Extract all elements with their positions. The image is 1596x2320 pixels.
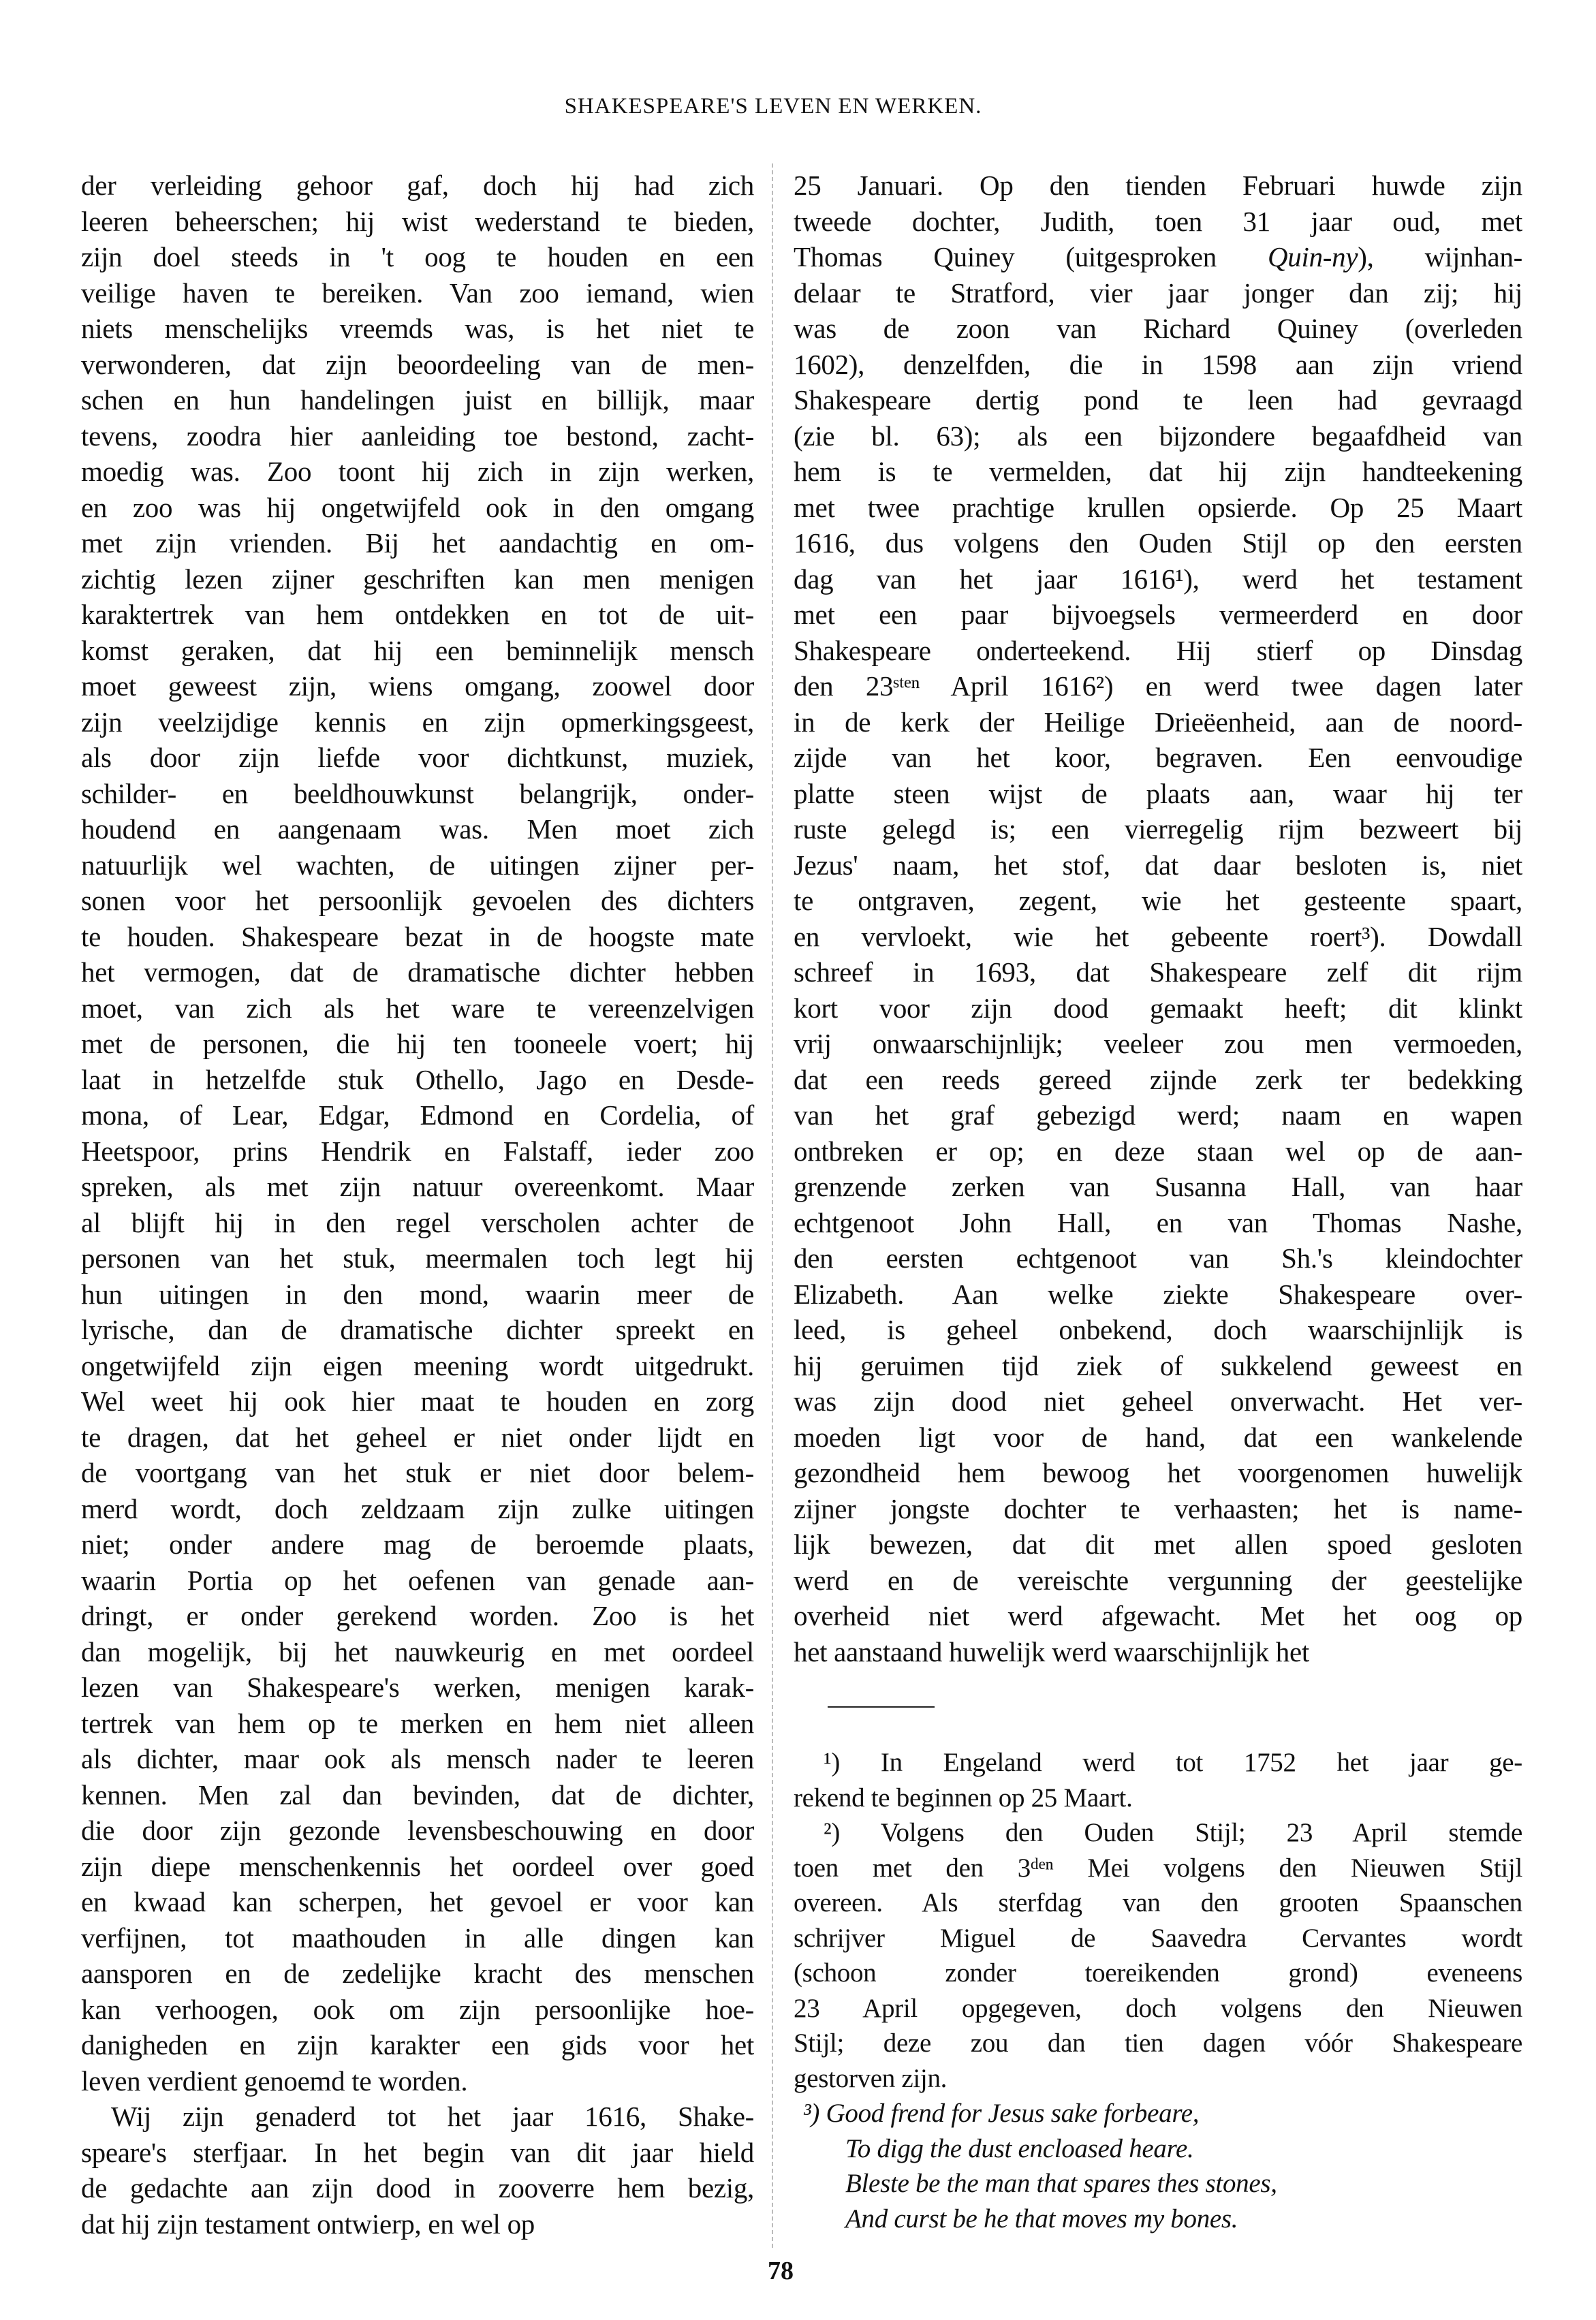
text-line: echtgenoot John Hall, en van Thomas Nashe, xyxy=(794,1206,1522,1238)
text-line: 1616, dus volgens den Ouden Stijl op den eersten xyxy=(794,527,1522,559)
text-segment: ), wijnhan- xyxy=(1358,241,1522,272)
text-line: ruste gelegd is; een vierregelig rijm bezweert bij xyxy=(794,813,1522,845)
text-line: als door zijn liefde voor dichtkunst, muziek, xyxy=(81,742,754,773)
running-header: SHAKESPEARE'S LEVEN EN WERKEN. xyxy=(564,94,982,119)
text-line: dan mogelijk, bij het nauwkeurig en met oordeel xyxy=(81,1635,754,1667)
text-line: mona, of Lear, Edgar, Edmond en Cordelia, of xyxy=(81,1099,754,1131)
footnote-line: gestorven zijn. xyxy=(794,2063,948,2093)
text-line: moeden ligt voor de hand, dat een wankelende xyxy=(794,1421,1522,1453)
text-line: kan verhoogen, ook om zijn persoonlijke hoe- xyxy=(81,1993,754,2025)
text-line: dat een reeds gereed zijnde zerk ter bedekking xyxy=(794,1063,1522,1095)
right-column xyxy=(794,168,1522,1670)
text-line: speare's sterfjaar. In het begin van dit jaar hield xyxy=(81,2136,754,2168)
text-line: zijn doel steeds in 't oog te houden en een xyxy=(81,241,754,272)
text-line: karaktertrek van hem ontdekken en tot de uit- xyxy=(81,599,754,630)
text-line: komst geraken, dat hij een beminnelijk mensch xyxy=(81,634,754,666)
text-line: hij geruimen tijd ziek of sukkelend geweest en xyxy=(794,1349,1522,1381)
text-line: verfijnen, tot maathouden in alle dingen kan xyxy=(81,1922,754,1954)
footnote-line: ¹) In Engeland werd tot 1752 het jaar ge- xyxy=(824,1748,1522,1777)
text-line: en vervloekt, wie het gebeente roert³). Dowdall xyxy=(794,920,1522,952)
text-line: te houden. Shakespeare bezat in de hoogste mate xyxy=(81,920,754,952)
text-line: leed, is geheel onbekend, doch waarschijnlijk is xyxy=(794,1314,1522,1345)
text-line: hun uitingen in den mond, waarin meer de xyxy=(81,1278,754,1310)
text-line: lezen van Shakespeare's werken, menigen karak- xyxy=(81,1672,754,1703)
text-segment: Thomas Quiney (uitgesproken xyxy=(794,241,1268,272)
text-line: Shakespeare onderteekend. Hij stierf op Dinsdag xyxy=(794,634,1522,666)
text-line: niet; onder andere mag de beroemde plaats, xyxy=(81,1529,754,1560)
text-line: Heetspoor, prins Hendrik en Falstaff, ieder zoo xyxy=(81,1135,754,1167)
text-line: werd en de vereischte vergunning der geestelijke xyxy=(794,1564,1522,1596)
text-line: moet geweest zijn, wiens omgang, zoowel door xyxy=(81,670,754,702)
footnote-line: (schoon zonder toereikenden grond) eveneens xyxy=(794,1958,1522,1988)
column-divider xyxy=(772,163,773,2248)
text-line: dringt, er onder gerekend worden. Zoo is het xyxy=(81,1600,754,1631)
text-line: Elizabeth. Aan welke ziekte Shakespeare over- xyxy=(794,1278,1522,1310)
text-line: Wel weet hij ook hier maat te houden en zorg xyxy=(81,1385,754,1417)
footnote-line: Stijl; deze zou dan tien dagen vóór Shakespeare xyxy=(794,2028,1522,2058)
text-line: te ontgraven, zegent, wie het gesteente spaart, xyxy=(794,885,1522,916)
text-line: met zijn vrienden. Bij het aandachtig en om- xyxy=(81,527,754,559)
text-line: personen van het stuk, meermalen toch legt hij xyxy=(81,1242,754,1274)
text-line: vrij onwaarschijnlijk; veeleer zou men vermoeden, xyxy=(794,1028,1522,1059)
text-line: der verleiding gehoor gaf, doch hij had zich xyxy=(81,170,754,201)
text-line: moet, van zich als het ware te vereenzelvigen xyxy=(81,992,754,1024)
text-line: en kwaad kan scherpen, het gevoel er voor kan xyxy=(81,1886,754,1917)
text-line: met twee prachtige krullen opsierde. Op 25 Maart xyxy=(794,491,1522,523)
text-line: schilder- en beeldhouwkunst belangrijk, onder- xyxy=(81,777,754,809)
footnote-line: rekend te beginnen op 25 Maart. xyxy=(794,1783,1133,1813)
footnote-line: ²) Volgens den Ouden Stijl; 23 April stemde xyxy=(824,1818,1522,1847)
text-line: zijner jongste dochter te verhaasten; het is name- xyxy=(794,1492,1522,1524)
text-line: schreef in 1693, dat Shakespeare zelf dit rijm xyxy=(794,956,1522,988)
text-line: veilige haven te bereiken. Van zoo iemand, wien xyxy=(81,277,754,309)
text-line: leven verdient genoemd te worden. xyxy=(81,2065,468,2097)
text-line: het aanstaand huwelijk werd waarschijnlijk het xyxy=(794,1635,1309,1667)
text-segment: Quin-ny xyxy=(1268,241,1358,272)
footnote-line: Bleste be the man that spares thes stones, xyxy=(845,2169,1277,2198)
text-line: dag van het jaar 1616¹), werd het testament xyxy=(794,563,1522,595)
text-line: 25 Januari. Op den tienden Februari huwde zijn xyxy=(794,170,1522,201)
footnote-line: To digg the dust encloased heare. xyxy=(845,2133,1194,2163)
text-line: zijn veelzijdige kennis en zijn opmerkingsgeest, xyxy=(81,706,754,738)
text-line: laat in hetzelfde stuk Othello, Jago en Desde- xyxy=(81,1063,754,1095)
footnote-line: toen met den 3ᵈᵉⁿ Mei volgens den Nieuwen Stijl xyxy=(794,1853,1522,1883)
text-line: gezondheid hem bewoog het voorgenomen huwelijk xyxy=(794,1457,1522,1488)
text-line: was zijn dood niet geheel onverwacht. Het ver- xyxy=(794,1385,1522,1417)
text-line: die door zijn gezonde levensbeschouwing en door xyxy=(81,1815,754,1846)
footnote-line: ³) Good frend for Jesus sake forbeare, xyxy=(803,2099,1200,2128)
text-line: lyrische, dan de dramatische dichter spreekt en xyxy=(81,1314,754,1345)
text-line: zijn diepe menschenkennis het oordeel over goed xyxy=(81,1850,754,1882)
text-line: de gedachte aan zijn dood in zooverre hem bezig, xyxy=(81,2172,754,2204)
text-line: Wij zijn genaderd tot het jaar 1616, Shake- xyxy=(111,2101,754,2132)
text-line: platte steen wijst de plaats aan, waar hij ter xyxy=(794,777,1522,809)
text-line: spreken, als met zijn natuur overeenkomt. Maar xyxy=(81,1171,754,1202)
text-line: delaar te Stratford, vier jaar jonger dan zij; hij xyxy=(794,277,1522,309)
text-line: kennen. Men zal dan bevinden, dat de dichter, xyxy=(81,1778,754,1810)
text-line: was de zoon van Richard Quiney (overleden xyxy=(794,313,1522,344)
text-line: sonen voor het persoonlijk gevoelen des dichters xyxy=(81,885,754,916)
text-line: grenzende zerken van Susanna Hall, van haar xyxy=(794,1171,1522,1202)
text-line: tevens, zoodra hier aanleiding toe bestond, zacht- xyxy=(81,420,754,452)
text-line: den 23ˢᵗᵉⁿ April 1616²) en werd twee dagen later xyxy=(794,670,1522,702)
text-line: ongetwijfeld zijn eigen meening wordt uitgedrukt. xyxy=(81,1349,754,1381)
footnote-line: overeen. Als sterfdag van den grooten Spaanschen xyxy=(794,1888,1522,1917)
text-line: natuurlijk wel wachten, de uitingen zijner per- xyxy=(81,849,754,881)
text-line: moedig was. Zoo toont hij zich in zijn werken, xyxy=(81,456,754,487)
text-line: te dragen, dat het geheel er niet onder lijdt en xyxy=(81,1421,754,1453)
text-line: en zoo was hij ongetwijfeld ook in den omgang xyxy=(81,491,754,523)
text-line: merd wordt, doch zeldzaam zijn zulke uitingen xyxy=(81,1492,754,1524)
text-line: tweede dochter, Judith, toen 31 jaar oud, met xyxy=(794,205,1522,237)
text-line xyxy=(794,239,1522,275)
text-line: kort voor zijn dood gemaakt heeft; dit klinkt xyxy=(794,992,1522,1024)
text-line: Jezus' naam, het stof, dat daar besloten is, niet xyxy=(794,849,1522,881)
text-line: niets menschelijks vreemds was, is het niet te xyxy=(81,313,754,344)
footnote-line: And curst be he that moves my bones. xyxy=(845,2204,1238,2233)
page-number: 78 xyxy=(768,2257,794,2285)
text-line: lijk bewezen, dat dit met allen spoed gesloten xyxy=(794,1529,1522,1560)
text-line: waarin Portia op het oefenen van genade aan- xyxy=(81,1564,754,1596)
text-line: leeren beheerschen; hij wist wederstand te bieden, xyxy=(81,205,754,237)
text-line: verwonderen, dat zijn beoordeeling van de men- xyxy=(81,348,754,380)
text-line: het vermogen, dat de dramatische dichter hebben xyxy=(81,956,754,988)
text-line: van het graf gebezigd werd; naam en wapen xyxy=(794,1099,1522,1131)
text-line: overheid niet werd afgewacht. Met het oog op xyxy=(794,1600,1522,1631)
text-line: als dichter, maar ook als mensch nader te leeren xyxy=(81,1743,754,1774)
text-line: den eersten echtgenoot van Sh.'s kleindochter xyxy=(794,1242,1522,1274)
footnotes xyxy=(794,1745,1522,2236)
text-line: danigheden en zijn karakter een gids voor het xyxy=(81,2029,754,2060)
footnote-separator xyxy=(828,1706,935,1708)
text-line: Shakespeare dertig pond te leen had gevraagd xyxy=(794,384,1522,416)
text-line: zijde van het koor, begraven. Een eenvoudige xyxy=(794,742,1522,773)
text-line: met de personen, die hij ten tooneele voert; hij xyxy=(81,1028,754,1059)
text-line: in de kerk der Heilige Drieëenheid, aan de noord- xyxy=(794,706,1522,738)
text-line: aansporen en de zedelijke kracht des menschen xyxy=(81,1958,754,1989)
footnote-line: schrijver Miguel de Saavedra Cervantes wordt xyxy=(794,1923,1522,1953)
footnote-line: 23 April opgegeven, doch volgens den Nieuwen xyxy=(794,1993,1522,2023)
text-line: schen en hun handelingen juist en billijk, maar xyxy=(81,384,754,416)
text-line: houdend en aangenaam was. Men moet zich xyxy=(81,813,754,845)
text-line: 1602), denzelfden, die in 1598 aan zijn vriend xyxy=(794,348,1522,380)
text-line: ontbreken er op; en deze staan wel op de aan- xyxy=(794,1135,1522,1167)
text-line: tertrek van hem op te merken en hem niet alleen xyxy=(81,1707,754,1739)
text-line: dat hij zijn testament ontwierp, en wel op xyxy=(81,2208,535,2240)
text-line: zichtig lezen zijner geschriften kan men menigen xyxy=(81,563,754,595)
text-line: de voortgang van het stuk er niet door belem- xyxy=(81,1457,754,1488)
left-column xyxy=(81,168,754,2242)
text-line: (zie bl. 63); als een bijzondere begaafdheid van xyxy=(794,420,1522,452)
text-line: al blijft hij in den regel verscholen achter de xyxy=(81,1206,754,1238)
text-line: hem is te vermelden, dat hij zijn handteekening xyxy=(794,456,1522,487)
text-line: met een paar bijvoegsels vermeerderd en door xyxy=(794,599,1522,630)
